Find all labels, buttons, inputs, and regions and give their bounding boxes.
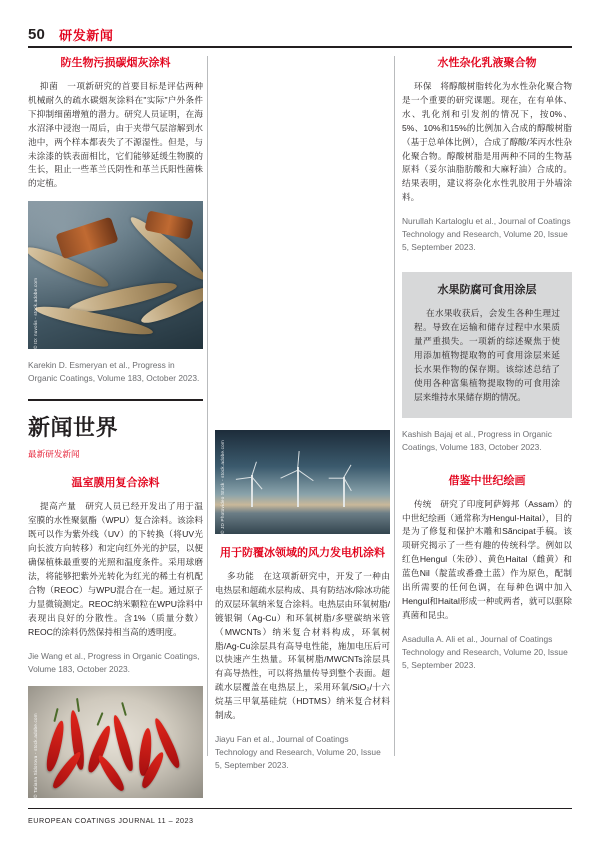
article-source-hybrid-emulsion: Nurullah Kartaloglu et al., Journal of Coatings Technology and Research, Volume 20, Issue 5, September 2023. xyxy=(402,216,571,253)
article-body-hybrid-emulsion: 环保 将醇酸树脂转化为水性杂化聚合物是一个重要的研究课题。现在，在有单体、水、乳化剂和引发剂的情况下，按0%、5%、10%和15%的比例加入合成的醇酸树脂（基于总单体比例），合成了醇酸/苯丙水性杂化聚合物。醇酸树脂是用两种不同的生物基原料（妥尔油脂肪酸和大麻籽油）合成的。结果表明，建议将杂化水性乳胶用于外墙涂料。 xyxy=(402,80,572,203)
article-source-medieval-painting: Asadulla A. Ali et al., Journal of Coatings Technology and Research, Volume 20, Issue 5, September 2023. xyxy=(402,633,568,670)
right-column xyxy=(402,56,572,672)
column-divider-1 xyxy=(207,56,208,756)
photo-credit-chili: © Tatiana Sidorova - stock.adobe.com xyxy=(33,712,38,798)
article-source-edible-coating: Kashish Bajaj et al., Progress in Organic Coatings, Volume 183, October 2023. xyxy=(402,428,552,452)
article-source-wind-anti-icing: Jiayu Fan et al., Journal of Coatings Technology and Research, Volume 20, Issue 5, September 2023. xyxy=(215,734,381,771)
article-body-edible-coating: 在水果收获后，会发生各种生理过程。导致在运输和储存过程中水果质量严重损失。一项新的综述聚焦于使用添加植物提取物的可食用涂层来延长水果作物的保存期。该综述总结了使用各种富集植物提取物的可食用涂层来维持水果储存期的情况。 xyxy=(414,308,560,402)
section-header-title: 研发新闻 xyxy=(59,27,114,43)
section-title-news-world: 新闻世界 xyxy=(28,415,119,441)
article-title-hybrid-emulsion: 水性杂化乳液聚合物 xyxy=(437,57,537,69)
photo-credit-wind: © JD Photovideo Stock - stock.adobe.com xyxy=(220,440,225,534)
section-subtitle-news-world: 最新研发新闻 xyxy=(28,449,80,460)
footer-rule xyxy=(28,808,572,809)
page-header xyxy=(28,20,572,48)
article-title-wind-anti-icing: 用于防覆冰领域的风力发电机涂料 xyxy=(220,547,385,559)
header-rule xyxy=(28,46,572,48)
article-body-medieval-painting: 传统 研究了印度阿萨姆邦（Assam）的中世纪绘画（通常称为Hengul-Haital），目的是为了修复和保护木雕和Sãncipat手稿。该项研究揭示了一些有趣的传统科学。例如以红色Hengul（朱砂）、黄色Haital（雌黄）和蓝色Nil（靛蓝或番叠土蓝）作为原色，配制出所需要的任何色调，在每种色调中加入Hengul和Haital形成一种或两者，就可以驱除真菌和昆虫。 xyxy=(402,498,572,621)
column-divider-2 xyxy=(394,56,395,756)
article-body-wind-anti-icing: 多功能 在这项新研究中，开发了一种由电热层和超疏水层构成、具有防结冰/除冰功能的双层环氧纳米复合涂料。电热层由环氧树脂/镀银铜（Ag-Cu）和环氧树脂/多壁碳纳米管（MWCNTs）纳米复合材料构成，环氧树脂/Ag-Cu涂层具有高导电性能，施加电压后可以快速产生热量。环氧树脂/MWCNTs涂层具有高导热性，可以将热量传导到整个表面。超疏水层覆盖在电热层上，采用环氧/SiO₂/十六烷基三甲氧基硅烷（HDTMS）纳米复合材料制成。 xyxy=(215,570,390,721)
middle-column xyxy=(215,430,390,772)
footer-text: EUROPEAN COATINGS JOURNAL 11 – 2023 xyxy=(28,816,194,825)
page-number: 50 xyxy=(28,25,46,43)
article-source-antifouling: Karekin D. Esmeryan et al., Progress in Organic Coatings, Volume 183, October 2023. xyxy=(28,360,200,384)
article-title-antifouling: 防生物污损碳烟灰涂料 xyxy=(60,57,171,69)
article-body-greenhouse: 提高产量 研究人员已经开发出了用于温室膜的水性聚氨酯（WPU）复合涂料。该涂料既可以作为紫外线（UV）的下转换（将UV光向长波方向转移）和定向红外光的护层，以便确保植株最重要的光照和温度条件。采用球磨法，将能够把紫外光转化为红光的稀土有机配合物（REOC）与WPU混合在一起。通过原子力显微镜测定。REOC纳米颗粒在WPU涂料中表现出良好的分散性。含1%（质量分数）REOC的涂料仍然保持相当高的透明度。 xyxy=(28,501,203,637)
photo-wind-turbines xyxy=(215,430,390,534)
left-column xyxy=(28,56,203,798)
highlight-box-edible-coating xyxy=(402,272,572,417)
article-title-edible-coating: 水果防腐可食用涂层 xyxy=(437,284,537,297)
section-rule xyxy=(28,399,203,401)
article-body-antifouling: 抑菌 一项新研究的首要目标是评估两种机械耐久的疏水碳烟灰涂料在"实际"户外条件下抑制细菌增殖的潜力。研究人员证明，在海水沼泽中浸泡一周后，由于夹带气层溶解到水池中，两个样本都表失了不源湿性。但是，与未涂漆的铁表面相比，它们能够延缓生物膜的生长，阻止一些革兰氏阴性和革兰氏阳性菌株的定植。 xyxy=(28,80,203,189)
article-title-greenhouse: 温室膜用复合涂料 xyxy=(71,477,160,490)
article-source-greenhouse: Jie Wang et al., Progress in Organic Coatings, Volume 183, October 2023. xyxy=(28,650,200,674)
article-title-medieval-painting: 借鉴中世纪绘画 xyxy=(448,474,526,487)
photo-credit-rope: © ID: nuvolis - stock.adobe.com xyxy=(33,278,38,350)
photo-chili-peppers xyxy=(28,686,203,798)
photo-rope-anchor xyxy=(28,201,203,349)
